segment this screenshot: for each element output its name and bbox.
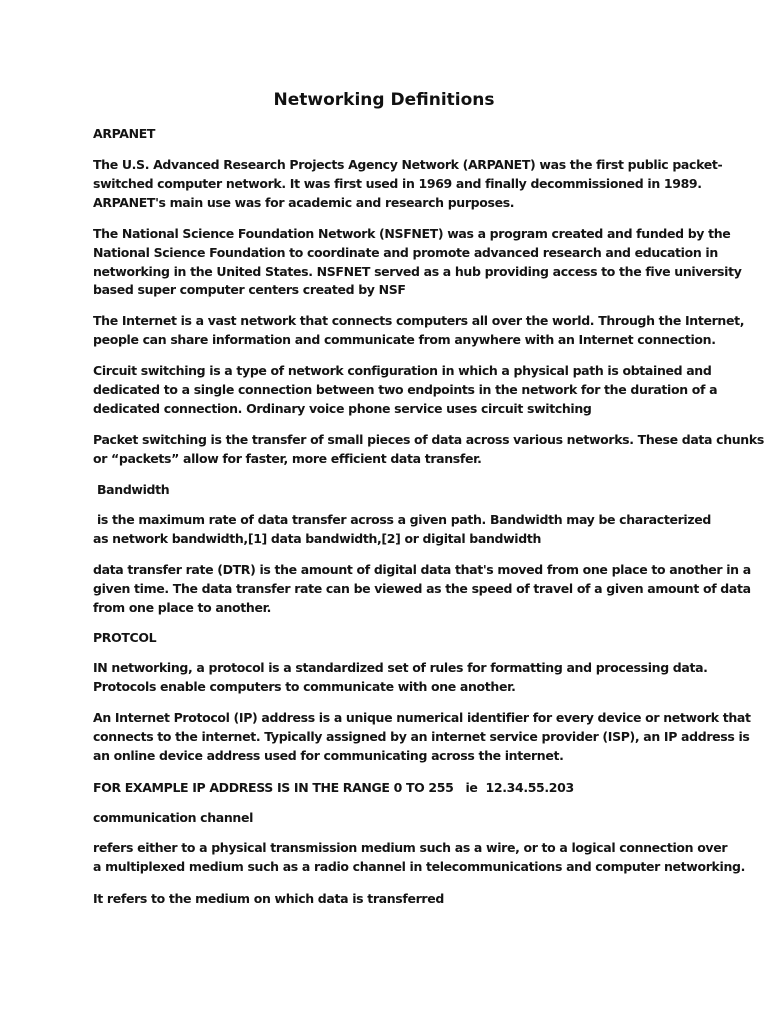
text-line: communication channel	[93, 810, 254, 825]
text-line: given time. The data transfer rate can be viewed as the speed of travel of a given amount of data	[93, 580, 751, 596]
text-line: Packet switching is the transfer of small pieces of data across various networks. These data chunks	[93, 432, 764, 447]
text-line: connects to the internet. Typically assigned by an internet service provider (ISP), an IP address is	[93, 728, 750, 744]
text-line: based super computer centers created by NSF	[93, 282, 406, 298]
paragraph-bandwidth	[93, 511, 711, 549]
paragraph-medium	[93, 890, 683, 909]
text-line: FOR EXAMPLE IP ADDRESS IS IN THE RANGE 0 TO 255 ie 12.34.55.203	[93, 780, 574, 795]
text-line: Protocols enable computers to communicate with one another.	[93, 678, 516, 694]
paragraph-data-transfer-rate	[93, 561, 751, 617]
heading-protocol	[93, 629, 683, 648]
page-title: Networking Definitions	[273, 90, 495, 110]
paragraph-ip-address	[93, 709, 751, 765]
text-line: An Internet Protocol (IP) address is a unique numerical identifier for every device or network that	[93, 710, 751, 725]
text-line: IN networking, a protocol is a standardized set of rules for formatting and processing data.	[93, 660, 708, 675]
paragraph-nsfnet	[93, 225, 742, 300]
text-line: or “packets” allow for faster, more efficient data transfer.	[93, 450, 482, 466]
paragraph-protocol	[93, 659, 708, 697]
paragraph-arpanet	[93, 156, 723, 212]
text-line: National Science Foundation to coordinate and promote advanced research and education in	[93, 244, 718, 260]
text-line: PROTCOL	[93, 630, 157, 645]
text-line: The Internet is a vast network that connects computers all over the world. Through the Internet,	[93, 313, 745, 328]
paragraph-communication-channel	[93, 839, 745, 877]
text-line: networking in the United States. NSFNET served as a hub providing access to the five university	[93, 263, 742, 279]
text-line: switched computer network. It was first used in 1969 and finally decommissioned in 1989.	[93, 175, 702, 191]
text-line: Circuit switching is a type of network configuration in which a physical path is obtained and	[93, 363, 712, 378]
text-line: dedicated to a single connection between two endpoints in the network for the duration of a	[93, 381, 718, 397]
text-line: The U.S. Advanced Research Projects Agency Network (ARPANET) was the first public packet-	[93, 157, 723, 172]
text-line: The National Science Foundation Network (NSFNET) was a program created and funded by the	[93, 226, 731, 241]
text-line: an online device address used for communicating across the internet.	[93, 747, 564, 763]
text-line: refers either to a physical transmission medium such as a wire, or to a logical connection over	[93, 840, 728, 855]
text-line: dedicated connection. Ordinary voice phone service uses circuit switching	[93, 400, 592, 416]
text-line: Bandwidth	[93, 482, 170, 497]
text-line: ARPANET	[93, 126, 156, 141]
paragraph-circuit-switching	[93, 362, 718, 418]
paragraph-packet-switching	[93, 431, 764, 469]
paragraph-ip-example	[93, 779, 683, 798]
text-line: a multiplexed medium such as a radio channel in telecommunications and computer networking.	[93, 858, 745, 874]
heading-arpanet	[93, 125, 683, 144]
text-line: as network bandwidth,[1] data bandwidth,[2] or digital bandwidth	[93, 530, 542, 546]
heading-communication-channel	[93, 809, 683, 828]
text-line: It refers to the medium on which data is transferred	[93, 891, 444, 906]
text-line: is the maximum rate of data transfer across a given path. Bandwidth may be characterized	[93, 512, 711, 527]
heading-bandwidth	[93, 481, 683, 500]
paragraph-internet	[93, 312, 745, 350]
text-line: ARPANET's main use was for academic and research purposes.	[93, 194, 515, 210]
text-line: data transfer rate (DTR) is the amount of digital data that's moved from one place to another in a	[93, 562, 751, 577]
text-line: people can share information and communicate from anywhere with an Internet connection.	[93, 331, 716, 347]
text-line: from one place to another.	[93, 599, 272, 615]
